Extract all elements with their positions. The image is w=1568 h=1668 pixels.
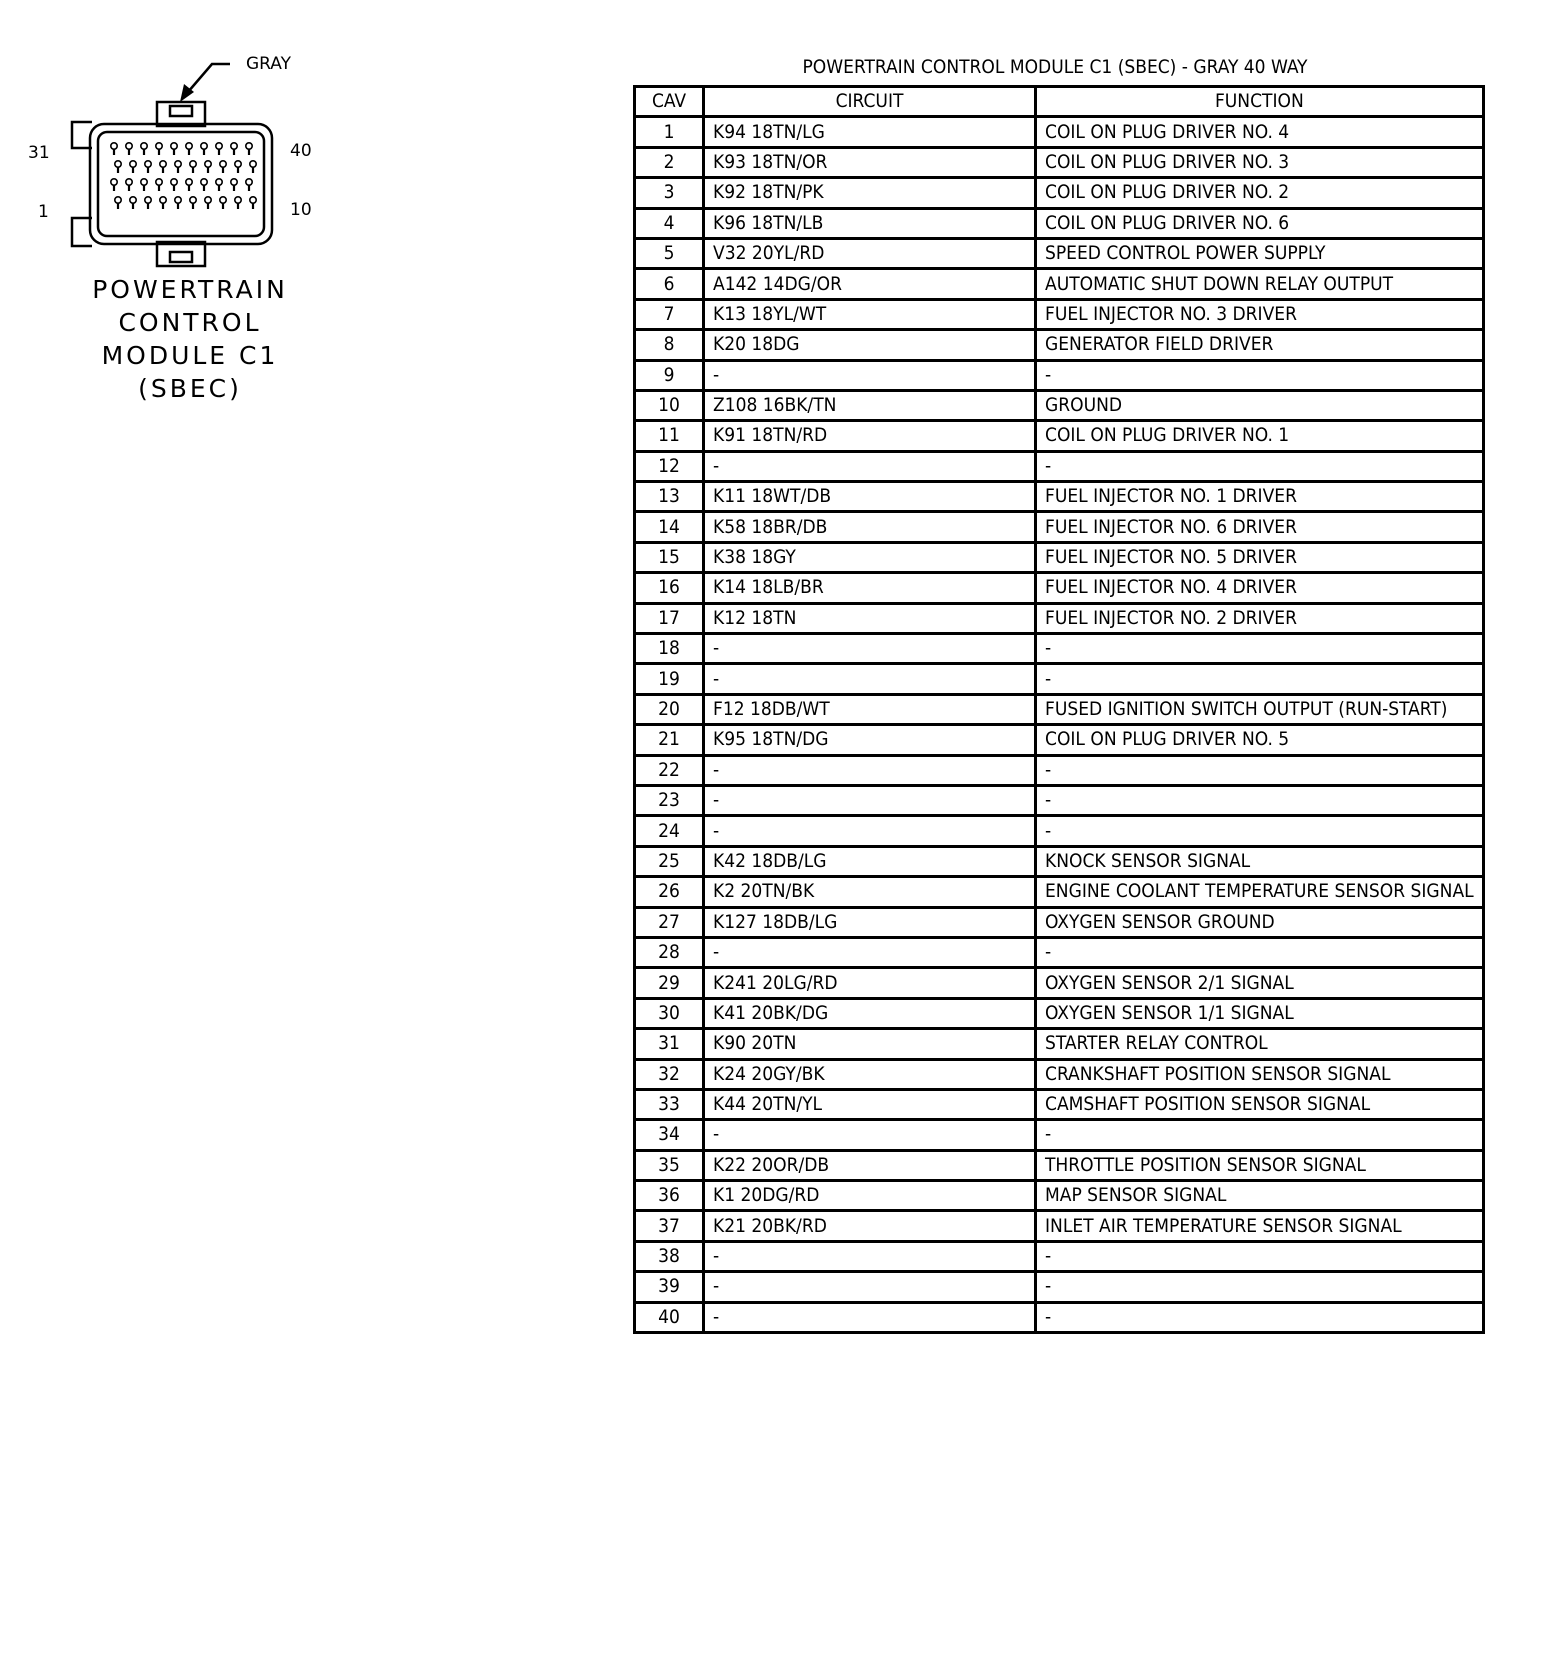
cav-cell: 13	[635, 482, 704, 512]
circuit-cell: -	[704, 451, 1036, 481]
terminal-pin	[220, 161, 226, 173]
terminal-pin	[111, 143, 117, 155]
terminal-pins	[111, 143, 256, 209]
terminal-pin	[201, 143, 207, 155]
pin-label-31: 31	[28, 143, 50, 163]
terminal-pin	[246, 179, 252, 191]
terminal-pin	[190, 197, 196, 209]
terminal-pin	[235, 197, 241, 209]
terminal-pin	[130, 197, 136, 209]
function-cell: -	[1036, 1272, 1484, 1302]
function-cell: -	[1036, 360, 1484, 390]
table-row	[635, 573, 1484, 603]
cav-cell: 38	[635, 1241, 704, 1271]
terminal-pin	[171, 179, 177, 191]
cav-cell: 31	[635, 1029, 704, 1059]
cav-cell: 26	[635, 877, 704, 907]
terminal-pin	[231, 143, 237, 155]
circuit-cell: K22 20OR/DB	[704, 1150, 1036, 1180]
circuit-cell: K44 20TN/YL	[704, 1089, 1036, 1119]
terminal-pin	[205, 197, 211, 209]
function-cell: GROUND	[1036, 390, 1484, 420]
pin-label-1: 1	[38, 202, 49, 222]
cav-cell: 28	[635, 937, 704, 967]
function-cell: -	[1036, 1241, 1484, 1271]
function-cell: COIL ON PLUG DRIVER NO. 6	[1036, 208, 1484, 238]
circuit-cell: K42 18DB/LG	[704, 846, 1036, 876]
circuit-cell: K127 18DB/LG	[704, 907, 1036, 937]
circuit-cell: -	[704, 360, 1036, 390]
function-cell: ENGINE COOLANT TEMPERATURE SENSOR SIGNAL	[1036, 877, 1484, 907]
circuit-cell: K90 20TN	[704, 1029, 1036, 1059]
function-cell: FUEL INJECTOR NO. 1 DRIVER	[1036, 482, 1484, 512]
circuit-cell: K95 18TN/DG	[704, 725, 1036, 755]
circuit-cell: K241 20LG/RD	[704, 968, 1036, 998]
cav-cell: 1	[635, 117, 704, 147]
function-cell: MAP SENSOR SIGNAL	[1036, 1181, 1484, 1211]
table-row	[635, 390, 1484, 420]
circuit-cell: -	[704, 755, 1036, 785]
cav-cell: 39	[635, 1272, 704, 1302]
function-cell: FUEL INJECTOR NO. 4 DRIVER	[1036, 573, 1484, 603]
table-row	[635, 360, 1484, 390]
connector-color-label: GRAY	[246, 54, 291, 74]
connector-name-line: (SBEC)	[138, 374, 242, 403]
terminal-pin	[145, 197, 151, 209]
function-cell: FUSED IGNITION SWITCH OUTPUT (RUN-START)	[1036, 694, 1484, 724]
function-cell: -	[1036, 755, 1484, 785]
cav-header: CAV	[635, 87, 704, 117]
circuit-cell: K92 18TN/PK	[704, 178, 1036, 208]
table-row	[635, 117, 1484, 147]
function-cell: CAMSHAFT POSITION SENSOR SIGNAL	[1036, 1089, 1484, 1119]
circuit-cell: K24 20GY/BK	[704, 1059, 1036, 1089]
function-cell: -	[1036, 1302, 1484, 1332]
circuit-cell: -	[704, 1302, 1036, 1332]
terminal-pin	[216, 179, 222, 191]
function-cell: STARTER RELAY CONTROL	[1036, 1029, 1484, 1059]
cav-cell: 12	[635, 451, 704, 481]
function-cell: COIL ON PLUG DRIVER NO. 1	[1036, 421, 1484, 451]
table-title: POWERTRAIN CONTROL MODULE C1 (SBEC) - GRAY 40 WAY	[802, 56, 1308, 78]
cav-cell: 36	[635, 1181, 704, 1211]
terminal-pin	[235, 161, 241, 173]
circuit-cell: K93 18TN/OR	[704, 147, 1036, 177]
circuit-cell: K11 18WT/DB	[704, 482, 1036, 512]
cav-cell: 37	[635, 1211, 704, 1241]
table-row	[635, 816, 1484, 846]
terminal-pin	[160, 161, 166, 173]
function-cell: THROTTLE POSITION SENSOR SIGNAL	[1036, 1150, 1484, 1180]
function-cell: INLET AIR TEMPERATURE SENSOR SIGNAL	[1036, 1211, 1484, 1241]
function-cell: OXYGEN SENSOR 2/1 SIGNAL	[1036, 968, 1484, 998]
table-row	[635, 968, 1484, 998]
function-cell: -	[1036, 785, 1484, 815]
pinout-table	[633, 85, 1485, 1334]
cav-cell: 3	[635, 178, 704, 208]
cav-cell: 9	[635, 360, 704, 390]
terminal-pin	[111, 179, 117, 191]
table-row	[635, 269, 1484, 299]
table-row	[635, 603, 1484, 633]
table-row	[635, 451, 1484, 481]
terminal-pin	[190, 161, 196, 173]
cav-cell: 29	[635, 968, 704, 998]
cav-cell: 34	[635, 1120, 704, 1150]
terminal-pin	[141, 179, 147, 191]
function-cell: OXYGEN SENSOR 1/1 SIGNAL	[1036, 998, 1484, 1028]
terminal-pin	[220, 197, 226, 209]
circuit-cell: K41 20BK/DG	[704, 998, 1036, 1028]
function-cell: CRANKSHAFT POSITION SENSOR SIGNAL	[1036, 1059, 1484, 1089]
terminal-pin	[205, 161, 211, 173]
circuit-header: CIRCUIT	[704, 87, 1036, 117]
circuit-cell: A142 14DG/OR	[704, 269, 1036, 299]
function-cell: AUTOMATIC SHUT DOWN RELAY OUTPUT	[1036, 269, 1484, 299]
function-cell: -	[1036, 664, 1484, 694]
circuit-cell: F12 18DB/WT	[704, 694, 1036, 724]
terminal-pin	[115, 197, 121, 209]
cav-cell: 40	[635, 1302, 704, 1332]
circuit-cell: K12 18TN	[704, 603, 1036, 633]
table-row	[635, 785, 1484, 815]
table-row	[635, 421, 1484, 451]
terminal-pin	[246, 143, 252, 155]
circuit-cell: -	[704, 1241, 1036, 1271]
circuit-cell: K13 18YL/WT	[704, 299, 1036, 329]
function-cell: FUEL INJECTOR NO. 6 DRIVER	[1036, 512, 1484, 542]
terminal-pin	[250, 161, 256, 173]
terminal-pin	[175, 197, 181, 209]
circuit-cell: Z108 16BK/TN	[704, 390, 1036, 420]
function-cell: FUEL INJECTOR NO. 5 DRIVER	[1036, 542, 1484, 572]
circuit-cell: K20 18DG	[704, 330, 1036, 360]
table-row	[635, 1211, 1484, 1241]
cav-cell: 16	[635, 573, 704, 603]
function-cell: OXYGEN SENSOR GROUND	[1036, 907, 1484, 937]
function-cell: GENERATOR FIELD DRIVER	[1036, 330, 1484, 360]
table-row	[635, 147, 1484, 177]
gray-pointer-arrow	[180, 64, 230, 102]
table-row	[635, 755, 1484, 785]
function-cell: -	[1036, 1120, 1484, 1150]
circuit-cell: K58 18BR/DB	[704, 512, 1036, 542]
table-row	[635, 542, 1484, 572]
terminal-pin	[156, 179, 162, 191]
table-row	[635, 208, 1484, 238]
table-row	[635, 1150, 1484, 1180]
table-row	[635, 1089, 1484, 1119]
table-row	[635, 937, 1484, 967]
function-cell: COIL ON PLUG DRIVER NO. 5	[1036, 725, 1484, 755]
circuit-cell: -	[704, 1272, 1036, 1302]
cav-cell: 5	[635, 238, 704, 268]
table-row	[635, 998, 1484, 1028]
function-cell: COIL ON PLUG DRIVER NO. 2	[1036, 178, 1484, 208]
cav-cell: 21	[635, 725, 704, 755]
terminal-pin	[201, 179, 207, 191]
circuit-cell: K38 18GY	[704, 542, 1036, 572]
table-row	[635, 1059, 1484, 1089]
cav-cell: 22	[635, 755, 704, 785]
circuit-cell: -	[704, 664, 1036, 694]
table-row	[635, 1029, 1484, 1059]
circuit-cell: K91 18TN/RD	[704, 421, 1036, 451]
terminal-pin	[156, 143, 162, 155]
cav-cell: 32	[635, 1059, 704, 1089]
terminal-pin	[186, 143, 192, 155]
table-row	[635, 482, 1484, 512]
cav-cell: 23	[635, 785, 704, 815]
circuit-cell: K2 20TN/BK	[704, 877, 1036, 907]
terminal-pin	[126, 143, 132, 155]
cav-cell: 25	[635, 846, 704, 876]
terminal-pin	[250, 197, 256, 209]
terminal-pin	[175, 161, 181, 173]
pin-label-10: 10	[290, 200, 312, 220]
terminal-pin	[171, 143, 177, 155]
terminal-pin	[231, 179, 237, 191]
terminal-pin	[115, 161, 121, 173]
connector-name-line: CONTROL	[118, 308, 262, 337]
connector-name-line: MODULE C1	[101, 341, 279, 370]
circuit-cell: K1 20DG/RD	[704, 1181, 1036, 1211]
table-row	[635, 1302, 1484, 1332]
terminal-pin	[126, 179, 132, 191]
table-header-row	[635, 87, 1484, 117]
cav-cell: 4	[635, 208, 704, 238]
terminal-pin	[160, 197, 166, 209]
cav-cell: 8	[635, 330, 704, 360]
table-row	[635, 664, 1484, 694]
terminal-pin	[216, 143, 222, 155]
circuit-cell: K96 18TN/LB	[704, 208, 1036, 238]
cav-cell: 7	[635, 299, 704, 329]
cav-cell: 27	[635, 907, 704, 937]
circuit-cell: -	[704, 937, 1036, 967]
function-cell: FUEL INJECTOR NO. 2 DRIVER	[1036, 603, 1484, 633]
terminal-pin	[145, 161, 151, 173]
pin-label-40: 40	[290, 141, 312, 161]
cav-cell: 24	[635, 816, 704, 846]
function-header: FUNCTION	[1036, 87, 1484, 117]
cav-cell: 2	[635, 147, 704, 177]
function-cell: KNOCK SENSOR SIGNAL	[1036, 846, 1484, 876]
circuit-cell: K94 18TN/LG	[704, 117, 1036, 147]
function-cell: -	[1036, 451, 1484, 481]
cav-cell: 35	[635, 1150, 704, 1180]
cav-cell: 33	[635, 1089, 704, 1119]
circuit-cell: -	[704, 785, 1036, 815]
function-cell: -	[1036, 634, 1484, 664]
cav-cell: 17	[635, 603, 704, 633]
table-row	[635, 1120, 1484, 1150]
terminal-pin	[141, 143, 147, 155]
connector-diagram	[20, 40, 350, 280]
table-row	[635, 1272, 1484, 1302]
table-row	[635, 512, 1484, 542]
function-cell: -	[1036, 816, 1484, 846]
cav-cell: 19	[635, 664, 704, 694]
table-row	[635, 238, 1484, 268]
function-cell: SPEED CONTROL POWER SUPPLY	[1036, 238, 1484, 268]
circuit-cell: V32 20YL/RD	[704, 238, 1036, 268]
connector-name	[90, 273, 290, 405]
circuit-cell: K21 20BK/RD	[704, 1211, 1036, 1241]
table-row	[635, 1181, 1484, 1211]
cav-cell: 15	[635, 542, 704, 572]
terminal-pin	[186, 179, 192, 191]
circuit-cell: -	[704, 634, 1036, 664]
circuit-cell: -	[704, 816, 1036, 846]
cav-cell: 14	[635, 512, 704, 542]
cav-cell: 20	[635, 694, 704, 724]
function-cell: -	[1036, 937, 1484, 967]
cav-cell: 6	[635, 269, 704, 299]
function-cell: COIL ON PLUG DRIVER NO. 4	[1036, 117, 1484, 147]
circuit-cell: K14 18LB/BR	[704, 573, 1036, 603]
terminal-pin	[130, 161, 136, 173]
table-row	[635, 299, 1484, 329]
cav-cell: 30	[635, 998, 704, 1028]
table-row	[635, 907, 1484, 937]
table-row	[635, 1241, 1484, 1271]
table-row	[635, 634, 1484, 664]
function-cell: COIL ON PLUG DRIVER NO. 3	[1036, 147, 1484, 177]
cav-cell: 11	[635, 421, 704, 451]
table-row	[635, 725, 1484, 755]
table-row	[635, 178, 1484, 208]
cav-cell: 10	[635, 390, 704, 420]
table-row	[635, 877, 1484, 907]
table-row	[635, 694, 1484, 724]
function-cell: FUEL INJECTOR NO. 3 DRIVER	[1036, 299, 1484, 329]
cav-cell: 18	[635, 634, 704, 664]
table-row	[635, 330, 1484, 360]
connector-name-line: POWERTRAIN	[92, 275, 288, 304]
table-row	[635, 846, 1484, 876]
circuit-cell: -	[704, 1120, 1036, 1150]
